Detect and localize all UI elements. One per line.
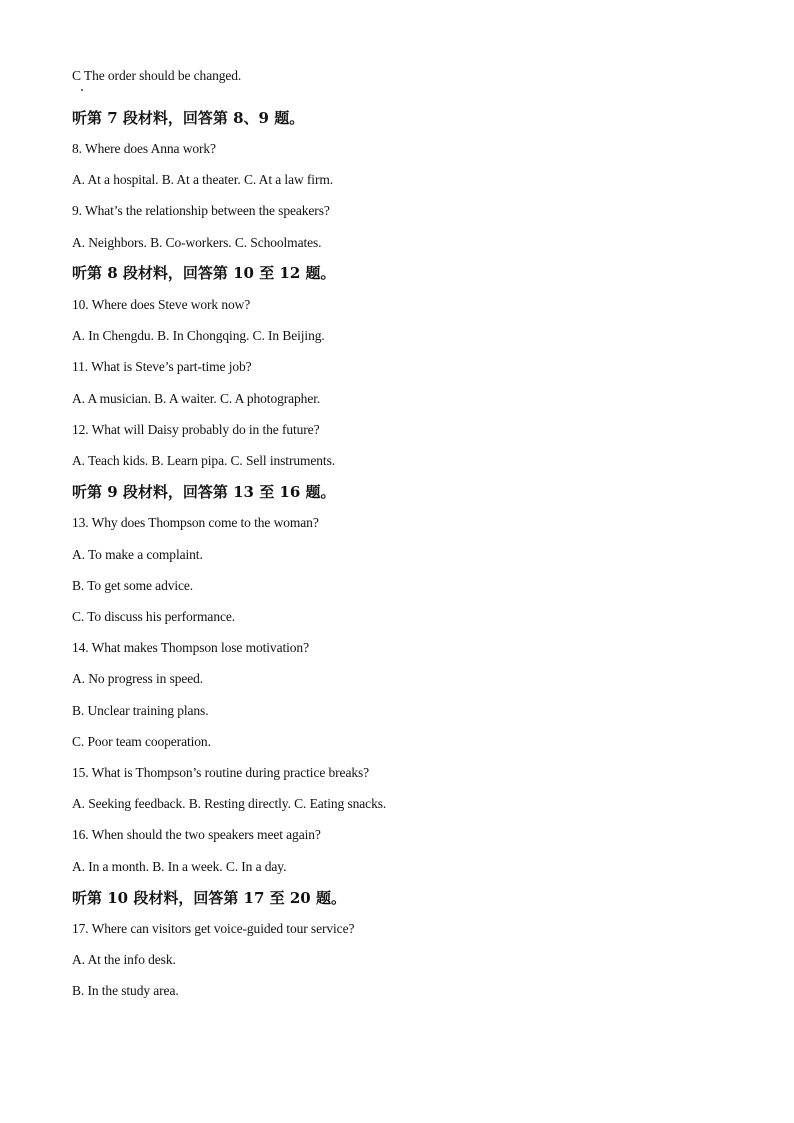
options-12: A. Teach kids. B. Learn pipa. C. Sell instruments. [72,453,336,468]
question-8: 8. Where does Anna work? [72,141,216,156]
options-8: A. At a hospital. B. At a theater. C. At a law firm. [72,172,334,187]
option-17-b: B. In the study area. [72,983,179,998]
option-14-b: B. Unclear training plans. [72,703,209,718]
section-heading-7: 听第 7 段材料，回答第 8、9 题。 [72,109,305,127]
question-16: 16. When should the two speakers meet again? [72,827,321,842]
question-13: 13. Why does Thompson come to the woman? [72,515,319,530]
option-17-a: A. At the info desk. [72,952,176,967]
options-11: A. A musician. B. A waiter. C. A photographer. [72,391,321,406]
section-heading-9: 听第 9 段材料，回答第 13 至 16 题。 [72,483,336,501]
question-15: 15. What is Thompson’s routine during practice breaks? [72,765,370,780]
section-heading-8: 听第 8 段材料，回答第 10 至 12 题。 [72,264,336,282]
question-9: 9. What’s the relationship between the speakers? [72,203,330,218]
option-13-c: C. To discuss his performance. [72,609,236,624]
question-12: 12. What will Daisy probably do in the future? [72,422,320,437]
options-15: A. Seeking feedback. B. Resting directly. C. Eating snacks. [72,796,387,811]
option-c-order-changed: C The order should be changed. [72,68,242,83]
options-10: A. In Chengdu. B. In Chongqing. C. In Beijing. [72,328,325,343]
option-14-c: C. Poor team cooperation. [72,734,211,749]
option-14-a: A. No progress in speed. [72,671,204,686]
option-13-a: A. To make a complaint. [72,547,203,562]
option-13-b: B. To get some advice. [72,578,194,593]
section-heading-10: 听第 10 段材料，回答第 17 至 20 题。 [72,889,346,907]
options-16: A. In a month. B. In a week. C. In a day. [72,859,287,874]
question-11: 11. What is Steve’s part-time job? [72,359,252,374]
bullet-dot [81,89,83,91]
question-14: 14. What makes Thompson lose motivation? [72,640,309,655]
question-17: 17. Where can visitors get voice-guided tour service? [72,921,355,936]
question-10: 10. Where does Steve work now? [72,297,251,312]
options-9: A. Neighbors. B. Co-workers. C. Schoolmates. [72,235,322,250]
